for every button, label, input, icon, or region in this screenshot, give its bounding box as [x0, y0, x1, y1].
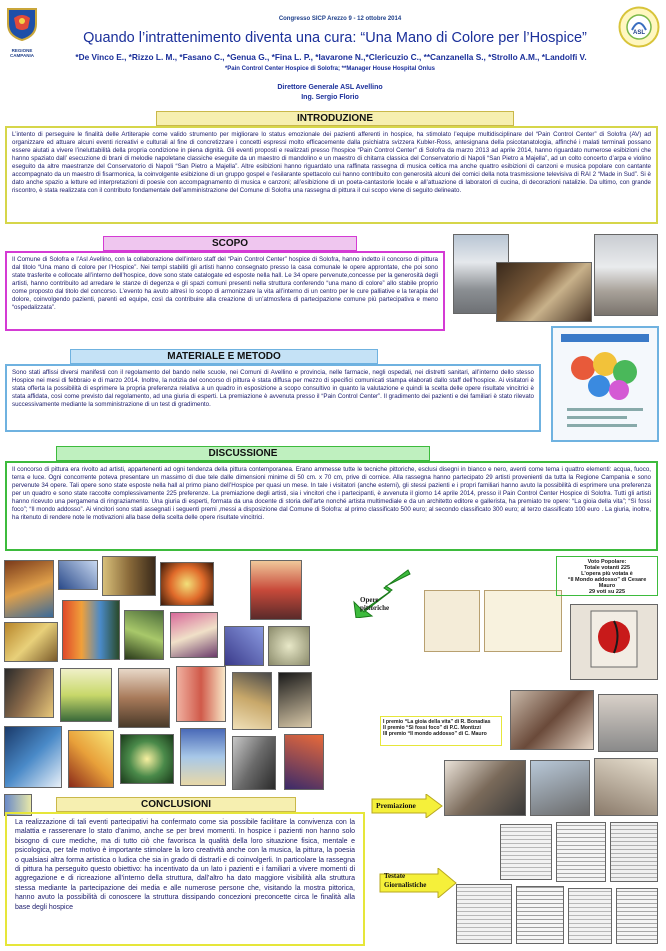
- left-logo-caption: REGIONE CAMPANIA: [10, 48, 34, 58]
- painting-8: [124, 610, 164, 660]
- painting-14: [118, 668, 170, 728]
- award-photo-5: [594, 758, 658, 816]
- intro-text: L’intento di perseguire le finalità delle Artiterapie come valido strumento per migliorare lo status emozionale dei pazienti afferenti in hospice, ha stimolato l’equipe multidisciplinare del “Pain Control Center” di Solofra (AV) ad organizzare ed attuare alcuni eventi ricreativi e culturali al fine di concretizzare i concetti espressi molto efficacemente dalla psichiatra svizzera Kubler-Ross, antesignana della psicotanatologia, affinché i malati terminali possano essere aiutati a vivere l’ineluttabilità della propria condizione in piena dignità. Gli eventi proposti e realizzati presso l’hospice “Pain Control Center” di Solofra da marzo 2013 ad aprile 2014, hanno riguardato numerose esibizioni che hanno spaziato dall’ esecuzione di brani di melodie napoletane classiche eseguite da un maestro di mandolino e un maestro di chitarra classica del Conservatorio di Napoli “San Pietro a Majella”, ad un colto concerto d’arpa e violino eseguito da altre maestranze del Conservatorio di Napoli “San Pietro a Majella”. Altre esibizioni hanno riguardato una raffinata rassegna di musica celtica ma anche quattro esibizioni di canzoni e musica popolare con cantante accompagnato da un maestro di fisarmonica, la coinvolgente esibizione di un gruppo gospel e l’esilarante spettacolo cui hanno contribuito con generosità alcuni dei comici della nota trasmissione televisiva di RAI 2 “Made in Sud”. Si è dato anche spazio a letture ed interpretazioni di poesie con accompagnamento di musica e canzoni; all’esibizione di un poeta-cantastorie locale e all’attuazione di laboratori di cucina, di decorazioni natalizie. Da ultimo, con grande riscontro, è stata realizzata con il contributo fondamentale dell’amministrazione del Comune di Solofra una rassegna di pittura il cui scopo viene di seguito delineato.: [12, 131, 651, 194]
- premio-line-3: III premio “Il mondo addosso” di C. Mauro: [383, 731, 487, 737]
- voto-line-3: L’opera più votata è: [581, 571, 633, 577]
- director-title: Direttore Generale ASL Avellino: [277, 84, 383, 91]
- painted-hands-icon: [553, 328, 657, 440]
- premio-line-1: I premio “La gioia della vita” di R. Bonadias: [383, 719, 491, 725]
- award-photo-3: [444, 760, 526, 816]
- newspaper-clipping-6: [568, 888, 612, 944]
- painting-21: [180, 728, 226, 786]
- painting-15: [176, 666, 226, 722]
- award-photo-2: [598, 694, 658, 752]
- scopo-heading: SCOPO: [103, 236, 357, 251]
- newspaper-clipping-5: [516, 886, 564, 944]
- pain-control-center-logo: [618, 6, 660, 48]
- painting-17: [278, 672, 312, 728]
- circular-badge-icon: [618, 6, 660, 48]
- newspaper-clipping-3: [610, 822, 658, 882]
- painting-5: [250, 560, 302, 620]
- intro-box: [5, 126, 658, 224]
- affiliation: *Pain Control Center Hospice di Solofra; **Manager House Hospital Onlus: [224, 66, 436, 72]
- painting-10: [224, 626, 264, 666]
- hospice-corridor-photo: [594, 234, 658, 316]
- painting-2: [58, 560, 98, 590]
- voto-line-4: “Il Mondo addosso” di Cesare Mauro: [567, 577, 647, 589]
- newspaper-clipping-4: [456, 884, 512, 944]
- voto-line-1: Voto Popolare:: [587, 559, 627, 565]
- poster-title: Quando l’intrattenimento diventa una cura: “Una Mano di Colore per l’Hospice”: [83, 30, 587, 46]
- painting-3: [102, 556, 156, 596]
- authors: *De Vinco E., *Rizzo L. M., *Fasano C., *Genua G., *Fina L. P., *Iavarone N.,*Clericuzio C., **Canzanella S., *Strollo A.M., *Landolfi V.: [75, 52, 587, 62]
- painting-9: [170, 612, 218, 658]
- premio-line-2: II premio “Sì fossi foco” di P.C. Montizzi: [383, 725, 481, 731]
- voto-line-5: 29 voti su 225: [588, 589, 626, 595]
- painting-12: [4, 668, 54, 718]
- regione-campania-logo: [4, 6, 40, 58]
- painting-13: [60, 668, 112, 722]
- scopo-box: [5, 251, 445, 331]
- discussione-heading: DISCUSSIONE: [56, 446, 430, 461]
- painting-20: [120, 734, 174, 784]
- hospice-hall-photo: [496, 262, 592, 322]
- congress-label: Congresso SICP Arezzo 9 - 12 ottobre 2014: [278, 16, 402, 22]
- discussione-box: [5, 461, 658, 551]
- discussione-text: Il concorso di pittura era rivolto ad artisti, appartenenti ad ogni tendenza della pittura contemporanea. Erano ammesse tutte le tecniche pittoriche, esclusi disegni in bianco e nero, aventi come tema i quattro elementi: acqua, fuoco, terra e luce. Ogni concorrente poteva presentare un massimo di due tele dalle dimensioni minime di 50 cm. x 70 cm, prive di cornice. Alla rassegna hanno partecipato 29 artisti provenienti da tutta la Regione Campania e sono pervenute 34 opere. Tali opere sono state esposte nella hall al primo piano dell’Hospice per quasi un mese. In tale i visitatori (anche esterni), gli stessi pazienti e i propri familiari hanno avuto la possibilità di esprimere una preferenza per un quadro e sono state raccolte complessivamente 225 preferenze. La premiazione degli artisti, sia i vincitori che i partecipanti, è avvenuta il giorno 14 aprile 2014, presso il Pain Control Center Hospice di Solofra. Tutti gli artisti hanno ricevuto una pergamena di ringraziamento. Una giuria di esperti, formata da una docente di storia dell’arte nonché artista multimediale e da un architetto editore e gallerista, ha premiato tre opere: “La gioia della vita”; “Sì fossi foco”; “Il mondo addosso”. Ai vincitori sono stati assegnati i seguenti premi ,messi a disposizione dal Comune di Solofra: al primo classificato 500 euro; al secondo classificato 300 euro; al terzo classificato 100 euro . La giuria, inoltre, ha ritenuto di rendere note le motivazioni alla base della scelta delle opere risultate vincitrici.: [12, 466, 651, 521]
- metodo-text: Sono stati affissi diversi manifesti con il regolamento del bando nelle scuole, nei Comuni di Avellino e provincia, nelle farmacie, negli ospedali, nei distretti sanitari, all’interno dello stesso Hospice nei mesi di febbraio e di marzo 2014. Inoltre, la notizia del concorso di pittura è stata diffusa per mezzo di specifici comunicati stampa elaborati dallo staff dell’hospice. Ai visitatori è stata offerta la possibilità di esprimere la propria preferenza relativa a un quadro in esposizione a scopo consultivo in quanto la valutazione e quindi la scelta delle opere risultate vincitrici è stata affidata, così come previsto dal regolamento, ad una giuria di esperti. La premiazione è avvenuta presso il “Pain Control Center”. Il gradimento dei pazienti e dei familiari è stato rilevato successivamente mediante la somministrazione di un test di gradimento.: [12, 369, 534, 408]
- premi-box: [380, 716, 502, 746]
- painting-1: [4, 560, 54, 618]
- conclusioni-box: [5, 812, 365, 946]
- newspaper-clipping-1: [500, 824, 552, 880]
- voto-popolare-box: [556, 556, 658, 596]
- conclusioni-text: La realizzazione di tali eventi partecipativi ha confermato come sia possibile facilitare la convivenza con la malattia e rasserenare lo stato d’animo, anche se per brevi momenti. In hospice i pazienti non hanno solo bisogno di cure mediche, ma di tutto ciò che favorisca la qualità della loro situazione fisica, mentale e psicologica, per tale motivo è importante stimolare la loro creatività anche con la musica, la pittura, la poesia o qualsiasi altra forma artistica o ludica che sia in grado di distrarli e di coinvolgerli. In particolare la rassegna di pittura ha perseguito questo obiettivo: ha incentivato da un lato i pazienti e i familiari a vivere momenti di aggregazione e di ricreazione all’interno della struttura, dall’altro ha dato maggiore visibilità alla struttura stessa mediante la partecipazione dei media e alle numerose persone che, visitando la mostra pittorica, hanno avuto la possibilità di conoscere la struttura dissipando concezioni preconcette circa le finalità alla base degli hospice: [15, 819, 355, 911]
- painting-7: [62, 600, 120, 660]
- certificate-photo-2: [484, 590, 562, 652]
- director-name: Ing. Sergio Florio: [301, 94, 359, 101]
- painting-4: [160, 562, 214, 606]
- red-circle-painting-icon: [571, 605, 657, 679]
- opere-label: Opere pittoriche: [360, 596, 390, 612]
- painting-18: [4, 726, 62, 788]
- intro-heading: INTRODUZIONE: [156, 111, 514, 126]
- newspaper-clipping-2: [556, 822, 606, 882]
- certificate-photo-1: [424, 590, 480, 652]
- scopo-text: Il Comune di Solofra e l’Asl Avellino, con la collaborazione dell’intero staff del “Pain Control Center” hospice di Solofra, hanno indetto il concorso di pittura dal titolo “Una mano di colore per l’Hospice”. Nei tempi stabiliti gli artisti hanno consegnato presso la casa comunale le opere approntate, che poi sono state trasferite e collocate all’interno dell’hospice, dove sono state catalogate ed esposte nella hall. Le 34 opere pervenute,concesse per la generosità degli artisti, hanno contribuito ad arredare le stanze di degenza e gli spazi comuni presenti nella struttura conferendo “una mano di colore” allo stabile proprio come proposto dal titolo del concorso. L’evento ha avuto altresì lo scopo di armonizzare la vita all’interno di un centro per le cure palliative e la terapia del dolore, coinvolgendo pazienti, parenti ed equipe, così da contribuire alla creazione di un’atmosfera di partecipazione comune più partecipativa e meno “ospedalizzata”.: [12, 256, 438, 311]
- winning-painting-photo: [570, 604, 658, 680]
- award-photo-4: [530, 760, 590, 816]
- award-photo-1: [510, 690, 594, 750]
- painting-6: [4, 622, 58, 662]
- voto-line-2: Totale votanti 225: [583, 565, 631, 571]
- contest-flyer-image: [551, 326, 659, 442]
- asl-text: ASL: [633, 30, 645, 36]
- testate-label: Testate Giornalistiche: [384, 872, 427, 889]
- coat-of-arms-icon: [4, 6, 40, 42]
- conclusioni-heading: CONCLUSIONI: [56, 797, 296, 812]
- painting-19: [68, 730, 114, 788]
- metodo-box: [5, 364, 541, 432]
- newspaper-clipping-7: [616, 888, 658, 944]
- painting-16: [232, 672, 272, 730]
- painting-23: [284, 734, 324, 790]
- premiazione-label: Premiazione: [376, 801, 416, 810]
- painting-11: [268, 626, 310, 666]
- painting-22: [232, 736, 276, 790]
- metodo-heading: MATERIALE E METODO: [70, 349, 378, 364]
